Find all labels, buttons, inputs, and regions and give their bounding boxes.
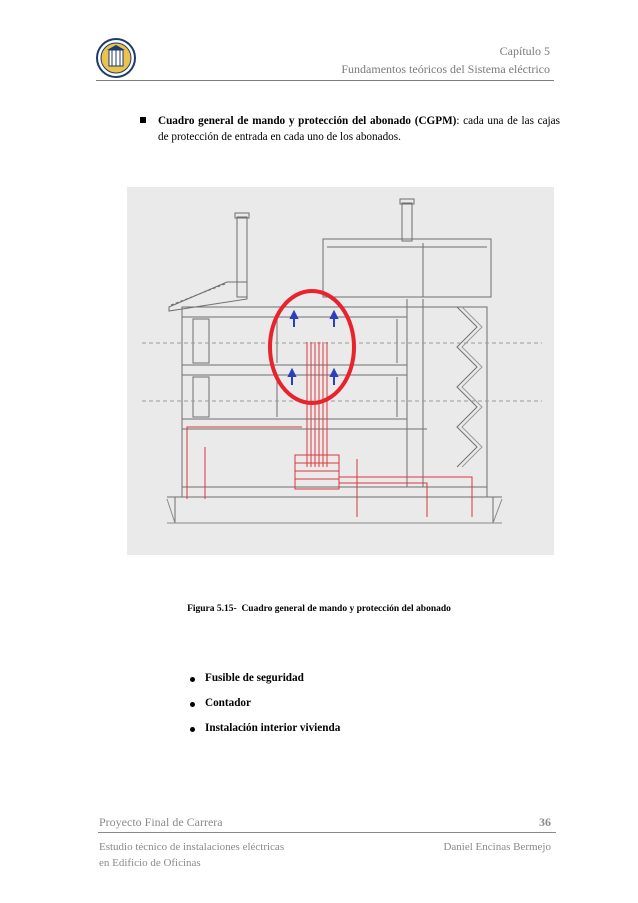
building-section-drawing — [127, 187, 554, 555]
list-item-label: Contador — [205, 697, 251, 709]
intro-term: Cuadro general de mando y protección del abonado (CGPM) — [158, 115, 457, 127]
building-section-figure — [127, 187, 554, 555]
footer-study-line1: Estudio técnico de instalaciones eléctricas — [99, 841, 285, 853]
university-logo — [96, 38, 136, 78]
list-item-label: Instalación interior vivienda — [205, 722, 341, 734]
bullet-icon — [190, 727, 195, 732]
cgpm-highlight-circle — [270, 291, 354, 403]
square-bullet-icon — [140, 117, 146, 123]
chapter-heading: Capítulo 5 — [499, 44, 550, 58]
bullet-icon — [190, 702, 195, 707]
intro-rest: : cada una de las cajas de protección de entrada en cada uno de los abonados. — [158, 115, 560, 143]
header-divider — [96, 80, 554, 81]
bullet-icon — [190, 677, 195, 682]
footer-study-line2: en Edificio de Oficinas — [99, 857, 201, 869]
figure-title: Cuadro general de mando y protección del abonado — [241, 604, 451, 614]
figure-number: Figura 5.15- — [187, 604, 237, 614]
figure-caption — [0, 604, 638, 614]
page-number: 36 — [539, 815, 551, 829]
list-item-label: Fusible de seguridad — [205, 672, 304, 684]
intro-paragraph — [158, 113, 560, 145]
section-heading: Fundamentos teóricos del Sistema eléctrico — [341, 62, 550, 76]
footer-divider — [98, 832, 556, 833]
footer-project: Proyecto Final de Carrera — [99, 815, 223, 829]
footer-author: Daniel Encinas Bermejo — [443, 841, 551, 853]
